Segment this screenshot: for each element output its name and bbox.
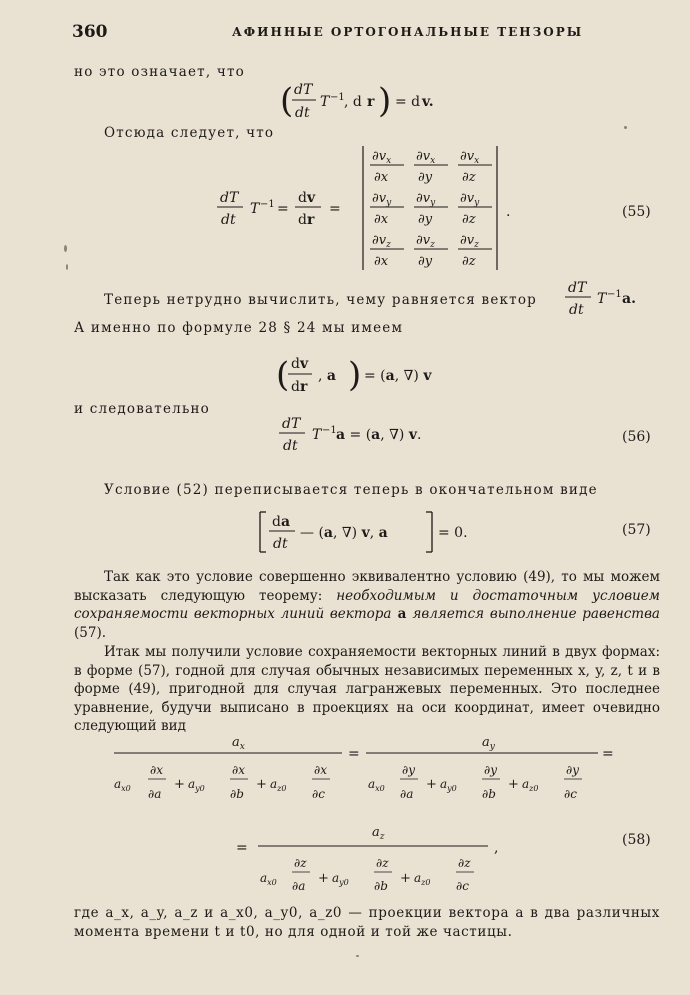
- svg-text:= 0.: = 0.: [438, 525, 468, 541]
- equation-number: (55): [622, 204, 651, 220]
- svg-text:∂x: ∂x: [374, 254, 389, 269]
- formula-55-jacobian: [200, 140, 530, 276]
- svg-text:∂a: ∂a: [148, 787, 162, 801]
- svg-text:∂vx: $\partial v_x$: [460, 149, 480, 166]
- svg-text:−1: −1: [330, 92, 345, 103]
- svg-text:∂y: ∂y: [566, 763, 579, 777]
- svg-text:): ): [348, 355, 362, 395]
- svg-text:∂vz: $\partial v_z$: [416, 233, 435, 250]
- svg-text:.: .: [506, 204, 511, 220]
- print-speck: [624, 126, 627, 129]
- svg-text:∂b: ∂b: [230, 787, 244, 801]
- svg-text:∂z: ∂z: [462, 254, 476, 269]
- svg-text:ay: $a_y$: [482, 735, 495, 752]
- svg-text:T: T: [320, 94, 330, 110]
- svg-text:∂x: ∂x: [314, 763, 327, 777]
- svg-text:+: +: [426, 777, 437, 792]
- equation-number: (57): [622, 522, 651, 538]
- svg-text:∂a: ∂a: [292, 879, 306, 893]
- svg-text:, d: , d: [344, 94, 362, 110]
- svg-text:dr: dr: [298, 212, 315, 228]
- svg-text:∂z: ∂z: [376, 856, 389, 870]
- svg-text:+: +: [256, 777, 267, 792]
- svg-text:(: (: [276, 355, 290, 395]
- svg-text:∂b: ∂b: [482, 787, 496, 801]
- svg-text:∂x: ∂x: [374, 212, 389, 227]
- print-speck: [66, 264, 68, 270]
- equation-number: (56): [622, 429, 651, 445]
- print-speck: [64, 245, 67, 252]
- formula-58-line1: [110, 726, 614, 806]
- svg-text:ax: $a_x$: [232, 735, 245, 752]
- svg-text:dt: dt: [295, 105, 310, 121]
- svg-text:∂vy: $\partial v_y$: [416, 191, 436, 208]
- svg-text:az0: $a_{z0}$: [270, 777, 287, 793]
- svg-text:∂y: ∂y: [418, 170, 433, 185]
- svg-text:=: =: [277, 201, 289, 217]
- formula-57: [254, 508, 494, 556]
- svg-text:ax0: $a_{x0}$: [260, 871, 277, 887]
- svg-text:=: =: [236, 840, 248, 856]
- svg-text:∂y: ∂y: [418, 212, 433, 227]
- running-title: АФИННЫЕ ОРТОГОНАЛЬНЫЕ ТЕНЗОРЫ: [232, 25, 584, 39]
- svg-text:+: +: [400, 871, 411, 886]
- svg-text:+: +: [508, 777, 519, 792]
- svg-text:∂vy: $\partial v_y$: [460, 191, 480, 208]
- svg-text:∂z: ∂z: [462, 212, 476, 227]
- svg-text:a = (a, ∇) v.: a = (a, ∇) v.: [336, 427, 422, 443]
- svg-text:az: $a_z$: [372, 825, 385, 842]
- print-speck: [356, 955, 359, 957]
- text-line: Теперь нетрудно вычислить, чему равняется вектор: [104, 292, 537, 308]
- svg-text:az0: $a_{z0}$: [414, 871, 431, 887]
- svg-text:∂c: ∂c: [456, 879, 469, 893]
- svg-text:∂c: ∂c: [564, 787, 577, 801]
- svg-text:−1: −1: [322, 425, 337, 436]
- text-line: Условие (52) переписывается теперь в окончательном виде: [104, 482, 598, 498]
- svg-text:−1: −1: [607, 289, 622, 300]
- svg-text:v.: v.: [422, 94, 434, 110]
- svg-text:∂c: ∂c: [312, 787, 325, 801]
- svg-text:r: r: [367, 94, 375, 110]
- svg-text:∂y: ∂y: [484, 763, 497, 777]
- svg-text:ay0: $a_{y0}$: [188, 777, 205, 793]
- svg-text:T: T: [312, 427, 322, 443]
- svg-text:∂vy: $\partial v_y$: [372, 191, 392, 208]
- svg-text:dv: dv: [291, 356, 309, 372]
- svg-text:dv: dv: [298, 190, 316, 206]
- formula-dT-dt-dr: [280, 76, 480, 128]
- svg-text:+: +: [318, 871, 329, 886]
- svg-text:a.: a.: [622, 291, 636, 307]
- svg-text:— (a, ∇) v, a: — (a, ∇) v, a: [300, 525, 388, 541]
- svg-text:dT: dT: [294, 82, 313, 98]
- svg-text:az0: $a_{z0}$: [522, 777, 539, 793]
- svg-text:−1: −1: [260, 199, 275, 210]
- svg-text:dT: dT: [282, 416, 301, 432]
- formula-inline-dT-dt-a: [560, 276, 660, 320]
- svg-text:): ): [378, 81, 392, 121]
- page-number: 360: [72, 22, 108, 42]
- paragraph-where: где a_x, a_y, a_z и a_x0, a_y0, a_z0 — проекции вектора a в два различных момента времени t и t0, но для одной и той же частицы.: [74, 905, 660, 940]
- svg-text:∂y: ∂y: [418, 254, 433, 269]
- text-line: А именно по формуле 28 § 24 мы имеем: [74, 320, 404, 336]
- svg-text:∂y: ∂y: [402, 763, 415, 777]
- svg-text:=: =: [602, 746, 614, 762]
- svg-text:∂vx: $\partial v_x$: [416, 149, 436, 166]
- paragraph-theorem: Так как это условие совершенно эквивалентно условию (49), то мы можем высказать следующую теорему: необходимым и достаточным условием сохраняемости векторных линий вектора a является выполнение равенства (57).: [74, 569, 660, 641]
- svg-text:dt: dt: [569, 302, 584, 318]
- svg-text:∂vz: $\partial v_z$: [372, 233, 391, 250]
- formula-58-line2: [236, 820, 516, 892]
- svg-text:dt: dt: [221, 212, 236, 228]
- svg-text:ax0: $a_{x0}$: [368, 777, 385, 793]
- svg-text:∂b: ∂b: [374, 879, 388, 893]
- svg-text:∂x: ∂x: [150, 763, 163, 777]
- svg-text:da: da: [272, 514, 291, 530]
- formula-dv-dr-a: [276, 350, 476, 402]
- svg-text:ay0: $a_{y0}$: [440, 777, 457, 793]
- svg-text:=: =: [329, 201, 341, 217]
- svg-text:= d: = d: [395, 94, 421, 110]
- svg-text:ax0: $a_{x0}$: [114, 777, 131, 793]
- svg-text:T: T: [597, 291, 607, 307]
- svg-text:dT: dT: [568, 280, 587, 296]
- paragraph-two-forms: Итак мы получили условие сохраняемости векторных линий в двух формах: в форме (57), годной для случая обычных независимых переменных x, y, z, t и в форме (49), пригодной для случая лагранжевых переменных. Это последнее уравнение, будучи выписано в проекциях на оси координат, имеет очевидно следующий вид: [74, 644, 660, 734]
- svg-text:dt: dt: [283, 438, 298, 454]
- text-line: но это означает, что: [74, 64, 245, 80]
- formula-56: [278, 412, 478, 460]
- svg-text:∂z: ∂z: [462, 170, 476, 185]
- text-line: Отсюда следует, что: [104, 125, 275, 141]
- svg-text:(: (: [280, 81, 294, 121]
- svg-text:ay0: $a_{y0}$: [332, 871, 349, 887]
- svg-text:∂vz: $\partial v_z$: [460, 233, 479, 250]
- svg-text:∂x: ∂x: [232, 763, 245, 777]
- svg-text:dt: dt: [273, 536, 288, 552]
- svg-text:∂vx: $\partial v_x$: [372, 149, 392, 166]
- svg-text:= (a, ∇) v: = (a, ∇) v: [364, 368, 432, 384]
- svg-text:∂x: ∂x: [374, 170, 389, 185]
- svg-text:dT: dT: [220, 190, 239, 206]
- svg-text:T: T: [250, 201, 260, 217]
- svg-text:, a: , a: [318, 368, 336, 384]
- svg-text:+: +: [174, 777, 185, 792]
- svg-text:∂z: ∂z: [294, 856, 307, 870]
- svg-text:=: =: [348, 746, 360, 762]
- equation-number: (58): [622, 832, 651, 848]
- svg-text:∂a: ∂a: [400, 787, 414, 801]
- svg-text:,: ,: [494, 840, 499, 856]
- svg-text:∂z: ∂z: [458, 856, 471, 870]
- svg-text:dr: dr: [291, 379, 308, 395]
- text-line: и следовательно: [74, 401, 211, 417]
